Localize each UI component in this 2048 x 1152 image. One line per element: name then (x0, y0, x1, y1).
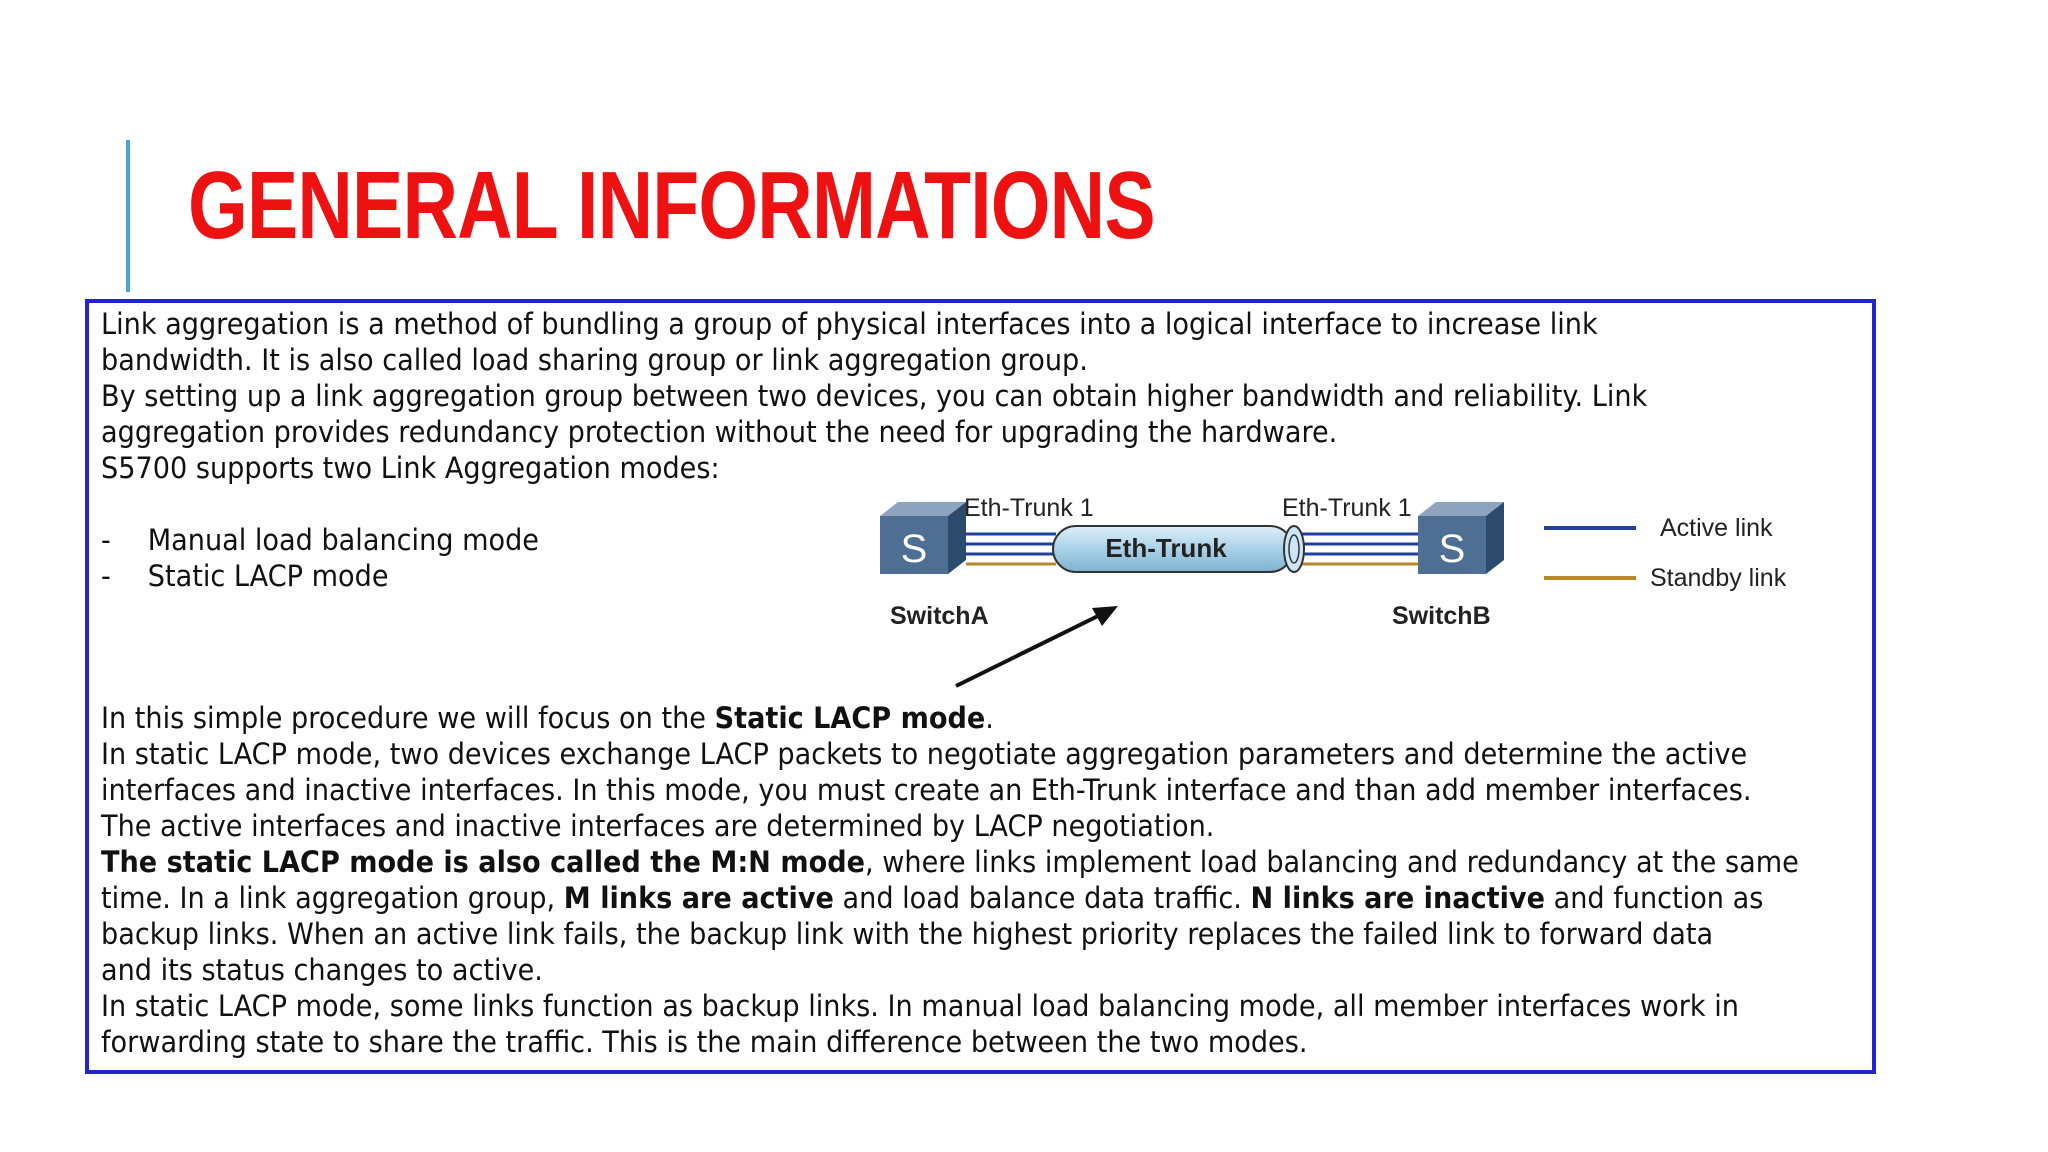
eth-trunk-tube (1053, 526, 1304, 572)
text-line (101, 880, 1799, 916)
modes-list (101, 522, 539, 594)
legend (1544, 514, 1787, 592)
text-line: backup links. When an active link fails, the backup link with the highest priority replaces the failed link to forward data (101, 917, 1714, 951)
switch-letter: S (900, 527, 928, 571)
text-line: forwarding state to share the traffic. This is the main difference between the two modes. (101, 1025, 1308, 1059)
text-span: . (985, 701, 994, 735)
text-line: aggregation provides redundancy protection without the need for upgrading the hardware. (101, 415, 1338, 449)
text-span: and function as (1544, 881, 1764, 915)
text-line: By setting up a link aggregation group between two devices, you can obtain higher bandwidth and reliability. Link (101, 379, 1648, 413)
list-item-label: Static LACP mode (147, 559, 389, 593)
eth-trunk-left-label: Eth-Trunk 1 (964, 494, 1094, 522)
text-line: The active interfaces and inactive interfaces are determined by LACP negotiation. (101, 809, 1215, 843)
text-line: bandwidth. It is also called load sharing group or link aggregation group. (101, 343, 1088, 377)
emphasis-text: M links are active (563, 881, 834, 915)
list-bullet: - (101, 559, 111, 593)
text-line (101, 844, 1799, 880)
links-right (1302, 534, 1422, 564)
list-bullet: - (101, 523, 111, 557)
switch-letter: S (1438, 527, 1466, 571)
intro-text (101, 306, 1647, 486)
text-line: and its status changes to active. (101, 953, 543, 987)
text-span: , where links implement load balancing and redundancy at the same (865, 845, 1799, 879)
emphasis-text: The static LACP mode is also called the M:N mode (101, 845, 866, 879)
legend-standby-label: Standby link (1650, 564, 1787, 592)
page-title: GENERAL INFORMATIONS (188, 152, 1155, 259)
emphasis-text: N links are inactive (1250, 881, 1545, 915)
text-line (101, 700, 1799, 736)
switch-b-icon (1418, 502, 1504, 574)
title-accent-bar (126, 140, 130, 292)
links-left (966, 534, 1056, 564)
trunk-label: Eth-Trunk (1105, 533, 1227, 563)
switch-b-label: SwitchB (1392, 602, 1491, 630)
eth-trunk-right-label: Eth-Trunk 1 (1282, 494, 1412, 522)
emphasis-text: Static LACP mode (714, 701, 986, 735)
body-text (101, 700, 1799, 1060)
text-line: In static LACP mode, two devices exchange LACP packets to negotiate aggregation parameters and determine the active (101, 737, 1748, 771)
switch-a-icon (880, 502, 966, 574)
eth-trunk-diagram (870, 490, 1830, 700)
text-line: Link aggregation is a method of bundling a group of physical interfaces into a logical interface to increase link (101, 307, 1598, 341)
text-span: and load balance data traffic. (833, 881, 1251, 915)
text-line: S5700 supports two Link Aggregation modes: (101, 451, 720, 485)
list-item (101, 558, 539, 594)
switch-a-label: SwitchA (890, 602, 989, 630)
list-item-label: Manual load balancing mode (147, 523, 539, 557)
legend-active-label: Active link (1660, 514, 1773, 542)
text-line: In static LACP mode, some links function as backup links. In manual load balancing mode, all member interfaces work in (101, 989, 1739, 1023)
text-line: interfaces and inactive interfaces. In this mode, you must create an Eth-Trunk interface and than add member interfaces. (101, 773, 1752, 807)
list-item (101, 522, 539, 558)
text-span: In this simple procedure we will focus on the (101, 701, 715, 735)
text-span: time. In a link aggregation group, (101, 881, 564, 915)
